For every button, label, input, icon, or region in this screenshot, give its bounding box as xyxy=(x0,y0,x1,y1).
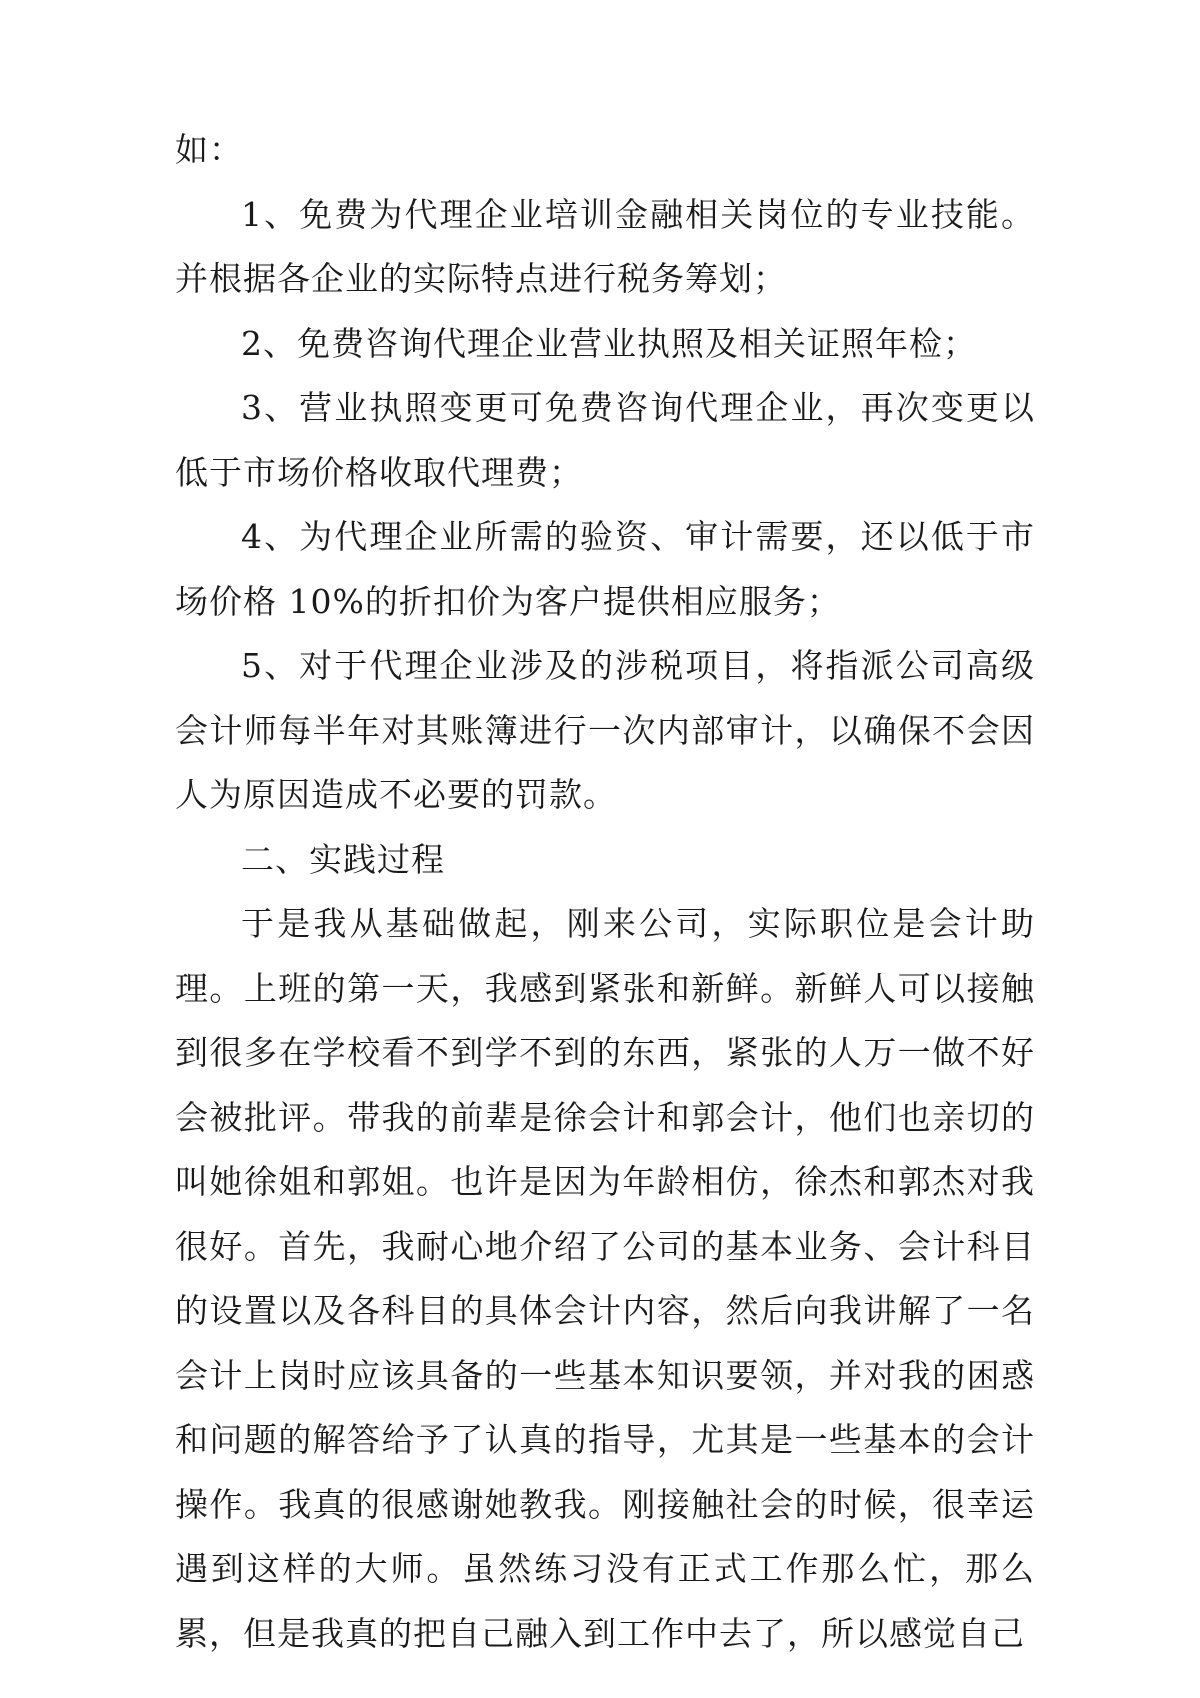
paragraph-intro: 如： xyxy=(175,130,243,169)
paragraph-item-4: 4、为代理企业所需的验资、审计需要，还以低于市场价格 10%的折扣价为客户提供相应服务； xyxy=(175,517,1035,621)
paragraph-item-5: 5、对于代理企业涉及的涉税项目，将指派公司高级会计师每半年对其账簿进行一次内部审计，以确保不会因人为原因造成不必要的罚款。 xyxy=(175,646,1035,814)
paragraph-item-1: 1、免费为代理企业培训金融相关岗位的专业技能。并根据各企业的实际特点进行税务筹划； xyxy=(175,194,1035,298)
paragraph-item-3: 3、营业执照变更可免费咨询代理企业，再次变更以低于市场价格收取代理费； xyxy=(175,388,1035,492)
section-heading: 二、实践过程 xyxy=(241,839,445,879)
paragraph-item-2: 2、免费咨询代理企业营业执照及相关证照年检； xyxy=(241,323,977,363)
paragraph-body: 于是我从基础做起，刚来公司，实际职位是会计助理。上班的第一天，我感到紧张和新鲜。新鲜人可以接触到很多在学校看不到学不到的东西，紧张的人万一做不好会被批评。带我的前辈是徐会计和郭会计，他们也亲切的叫她徐姐和郭姐。也许是因为年龄相仿，徐杰和郭杰对我很好。首先，我耐心地介绍了公司的基本业务、会计科目的设置以及各科目的具体会计内容，然后向我讲解了一名会计上岗时应该具备的一些基本知识要领，并对我的困惑和问题的解答给予了认真的指导，尤其是一些基本的会计操作。我真的很感谢她教我。刚接触社会的时候，很幸运遇到这样的大师。虽然练习没有正式工作那么忙，那么累，但是我真的把自己融入到工作中去了，所以感觉自己 xyxy=(175,904,1035,1653)
document-body xyxy=(175,118,1035,1666)
